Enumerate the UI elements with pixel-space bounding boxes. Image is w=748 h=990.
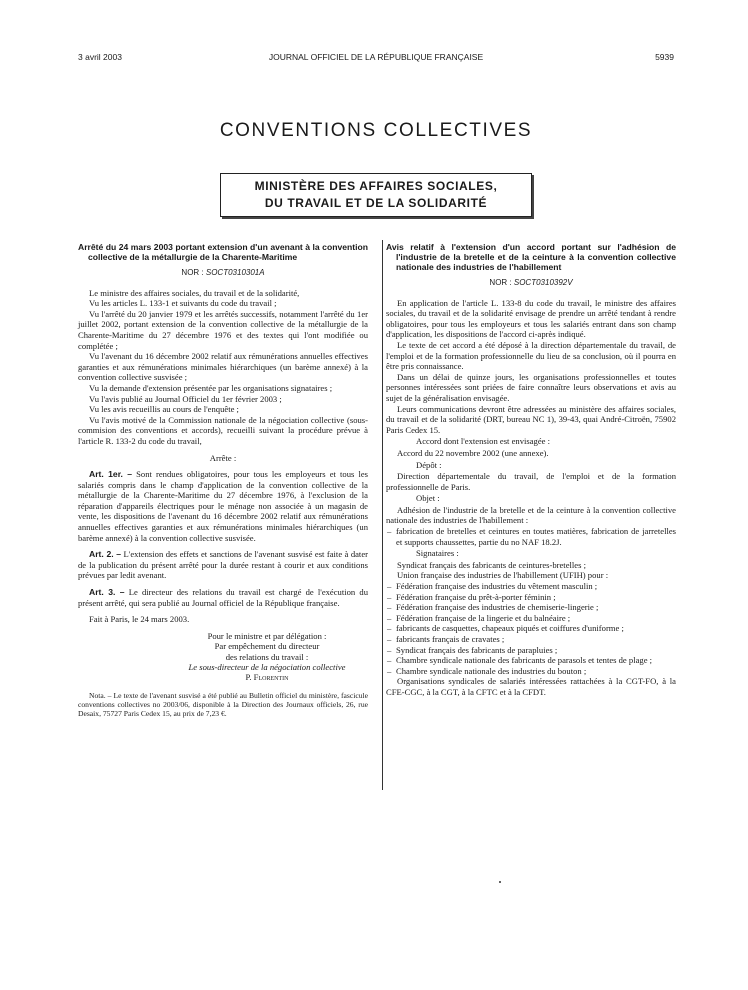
list-item: – Fédération française des industries du vêtement masculin ;: [396, 581, 676, 592]
list-item: – Chambre syndicale nationale des fabricants de parasols et tentes de plage ;: [396, 655, 676, 666]
right-paragraph: Leurs communications devront être adressées au ministère des affaires sociales, du travail et de la solidarité (DRT, bureau NC 1), 39-43, quai André-Citroën, 75902 Paris Cedex 15.: [386, 403, 676, 435]
left-paragraph: Le ministre des affaires sociales, du travail et de la solidarité,: [89, 287, 300, 298]
left-article-title: Arrêté du 24 mars 2003 portant extension d'un avenant à la convention collective de la métallurgie de la Charente-Maritime: [78, 242, 368, 262]
ministry-line-1: MINISTÈRE DES AFFAIRES SOCIALES,: [254, 179, 498, 193]
signature-line: Pour le ministre et par délégation :: [207, 630, 327, 641]
right-paragraph: Dans un délai de quinze jours, les organisations professionnelles et toutes personnes intéressées sont priées de faire connaître leurs observations et avis au sujet de la généralisation envisagée.: [386, 371, 676, 403]
article-2: [78, 549, 368, 581]
article-3-text: Le directeur des relations du travail est chargé de l'exécution du présent arrêté, qui sera publié au Journal officiel de la République française.: [78, 587, 368, 608]
accord-label: Accord dont l'extension est envisagée :: [416, 436, 550, 447]
header-journal-title: JOURNAL OFFICIEL DE LA RÉPUBLIQUE FRANÇAISE: [268, 52, 484, 62]
right-paragraph: En application de l'article L. 133-8 du code du travail, le ministre des affaires sociales, du travail et de la solidarité envisage de prendre un arrêté tendant à rendre obligatoires, pour tous les employeurs et tous les salariés entrant dans son champ d'application, les dispositions de l'accord ci-après indiqué.: [386, 297, 676, 340]
speck-dot: [499, 881, 501, 883]
list-item: – fabrication de bretelles et ceintures en toutes matières, fabrication de jarretelles et supports chaussettes, partie du no NAF 18.2J.: [396, 526, 676, 547]
article-3: [78, 587, 368, 608]
done-at: Fait à Paris, le 24 mars 2003.: [89, 614, 190, 625]
list-item: – Syndicat français des fabricants de parapluies ;: [396, 645, 676, 656]
union-list: [386, 581, 676, 676]
header-date: 3 avril 2003: [78, 52, 122, 62]
left-paragraph: Vu l'arrêté du 20 janvier 1979 et les arrêtés successifs, notamment l'arrêté du 1er juillet 2002, portant extension de la convention collective de la métallurgie de la Charente-Maritime du 27 décembre 1976 et des textes qui l'ont modifiée ou complétée ;: [78, 308, 368, 351]
article-1-label: Art. 1er. –: [89, 469, 133, 480]
running-header: [78, 52, 674, 66]
left-paragraph: Vu les articles L. 133-1 et suivants du code du travail ;: [89, 298, 277, 309]
right-nor-code: SOCT0310392V: [513, 278, 573, 287]
left-paragraph: Vu l'avenant du 16 décembre 2002 relatif aux rémunérations annuelles effectives garanties et aux rémunérations minimales hiérarchiques (un barème annexé) à la convention collective susvisée ;: [78, 351, 368, 383]
section-title: CONVENTIONS COLLECTIVES: [219, 120, 533, 141]
list-item: – Fédération française de la lingerie et du balnéaire ;: [396, 613, 676, 624]
left-paragraph: Vu l'avis publié au Journal Officiel du 1er février 2003 ;: [89, 393, 282, 404]
depot-value: Direction départementale du travail, de l'emploi et de la formation professionnelle de Paris.: [386, 471, 676, 492]
accord-value: Accord du 22 novembre 2002 (une annexe).: [397, 447, 549, 458]
objet-list: [386, 526, 676, 547]
nota-note: Nota. – Le texte de l'avenant susvisé a été publié au Bulletin officiel du ministère, fascicule conventions collectives no 2003/06, disponible à la Direction des Journaux officiels, 26, rue Desaix, 75727 Paris Cedex 15, au prix de 7,23 €.: [78, 690, 368, 718]
signataire: Syndicat français des fabricants de ceintures-bretelles ;: [397, 559, 586, 570]
right-paragraph: Le texte de cet accord a été déposé à la direction départementale du travail, de l'emploi et de la formation professionnelle du lieu de sa conclusion, où il pourra en être pris connaissance.: [386, 339, 676, 372]
column-rule: [382, 240, 383, 790]
signataires-label: Signataires :: [416, 548, 459, 559]
arrete-heading: Arrête :: [209, 452, 237, 463]
right-column: [386, 242, 676, 698]
right-nor: [386, 278, 676, 289]
left-nor: [78, 268, 368, 279]
left-paragraph: Vu la demande d'extension présentée par les organisations signataires ;: [89, 382, 333, 393]
right-article-title: Avis relatif à l'extension d'un accord portant sur l'adhésion de l'industrie de la bretelle et de la ceinture à la convention collective nationale des industries de l'habillement: [386, 242, 676, 272]
left-nor-label: NOR :: [181, 268, 206, 277]
list-item: – Fédération française des industries de chemiserie-lingerie ;: [396, 602, 676, 613]
list-item: – fabricants français de cravates ;: [396, 634, 676, 645]
list-item: – fabricants de casquettes, chapeaux piqués et coiffures d'uniforme ;: [396, 623, 676, 634]
article-1: [78, 469, 368, 543]
left-paragraph: Vu les avis recueillis au cours de l'enquête ;: [89, 404, 239, 415]
signature-line: Par empêchement du directeur: [214, 641, 320, 652]
left-nor-code: SOCT0310301A: [205, 268, 265, 277]
list-item: – Chambre syndicale nationale des industries du bouton ;: [396, 666, 676, 677]
signature-line: des relations du travail :: [225, 651, 309, 662]
article-2-label: Art. 2. –: [89, 549, 122, 560]
article-1-text: Sont rendues obligatoires, pour tous les employeurs et tous les salariés compris dans le champ d'application de la convention collective de la métallurgie de la Charente-Maritime du 27 décembre 1976, à l'exclusion de la réparation d'appareils électriques pour le ménage non associée à un magasin de vente, les dispositions de l'avenant du 16 décembre 2002 relatif aux rémunérations annuelles effectives garanties et aux rémunérations minimales hiérarchiques (un barème annexé) à la convention collective susvisée.: [78, 469, 368, 543]
left-paragraph: Vu l'avis motivé de la Commission nationale de la négociation collective (sous-commision des conventions et accords), recueilli suivant la procédure prévue à l'article R. 133-2 du code du travail,: [78, 414, 368, 446]
objet-label: Objet :: [416, 493, 440, 504]
signature-line: Le sous-directeur de la négociation collective: [188, 662, 346, 673]
union-intro: Union française des industries de l'habillement (UFIH) pour :: [397, 570, 609, 581]
header-page-number: 5939: [655, 52, 674, 62]
right-nor-label: NOR :: [489, 278, 514, 287]
article-2-text: L'extension des effets et sanctions de l'avenant susvisé est faite à dater de la publication du présent arrêté pour la durée restant à courir et aux conditions prévues par ledit avenant.: [78, 549, 368, 581]
closing-paragraph: Organisations syndicales de salariés intéressées rattachées à la CGT-FO, à la CFE-CGC, à la CGT, à la CFTC et à la CFDT.: [386, 676, 676, 697]
list-item: – Fédération française du prêt-à-porter féminin ;: [396, 592, 676, 603]
depot-label: Dépôt :: [416, 459, 442, 470]
ministry-box: [220, 173, 532, 217]
signatory-name: P. Florentin: [245, 672, 289, 683]
objet-value: Adhésion de l'industrie de la bretelle et de la ceinture à la convention collective nationale des industries de l'habillement :: [386, 504, 676, 526]
article-3-label: Art. 3. –: [89, 587, 125, 598]
ministry-line-2: DU TRAVAIL ET DE LA SOLIDARITÉ: [264, 196, 488, 210]
left-column: [78, 242, 368, 718]
signature-block: [166, 631, 368, 683]
